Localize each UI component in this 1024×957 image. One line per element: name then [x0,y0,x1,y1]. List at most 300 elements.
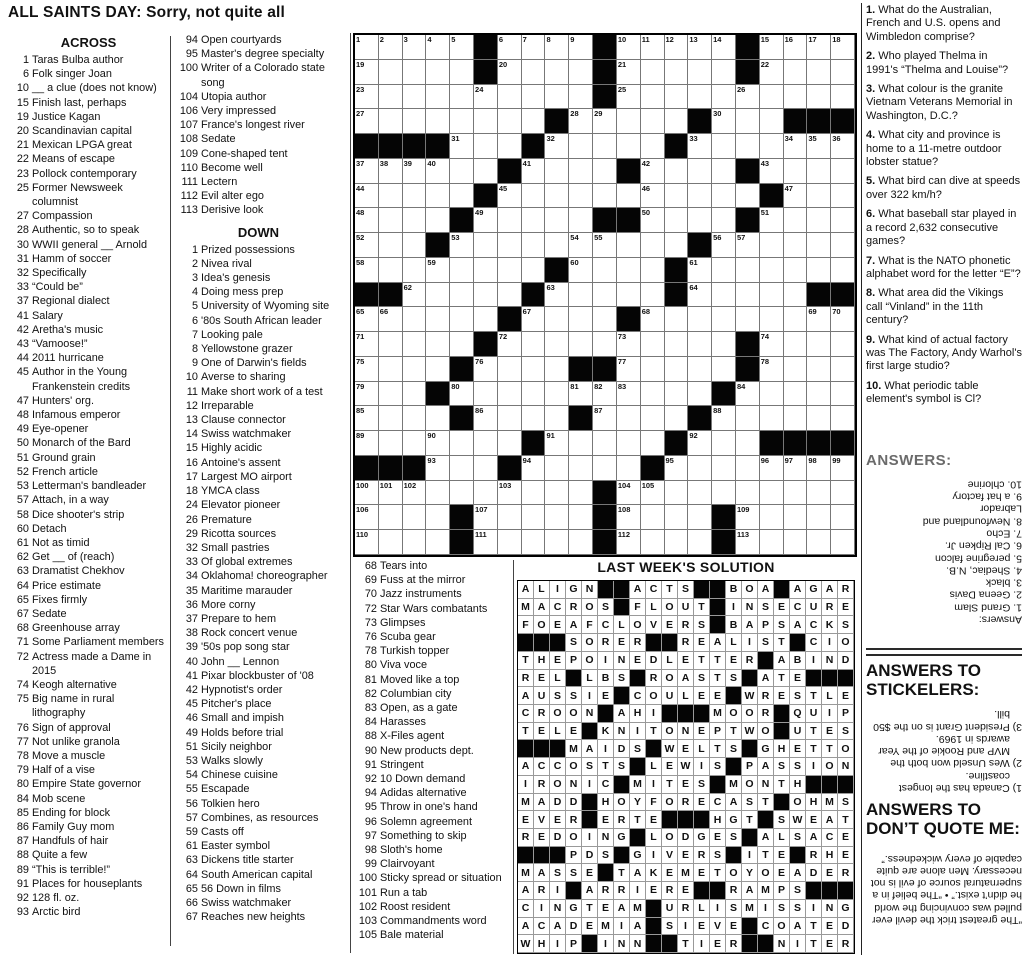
grid-cell[interactable] [545,208,569,233]
grid-cell[interactable] [617,60,641,85]
grid-cell[interactable] [617,431,641,456]
grid-cell[interactable] [641,233,665,258]
grid-cell[interactable] [807,258,831,283]
grid-cell[interactable] [760,258,784,283]
grid-cell[interactable] [617,134,641,159]
grid-cell[interactable] [426,60,450,85]
grid-cell[interactable] [784,382,808,407]
grid-cell[interactable] [688,357,712,382]
grid-cell[interactable] [712,184,736,209]
grid-cell[interactable] [545,357,569,382]
grid-cell[interactable] [593,134,617,159]
grid-cell[interactable] [569,332,593,357]
grid-cell[interactable] [712,109,736,134]
grid-cell[interactable] [426,481,450,506]
grid-cell[interactable] [784,307,808,332]
grid-cell[interactable] [498,431,522,456]
grid-cell[interactable] [474,159,498,184]
grid-cell[interactable] [760,357,784,382]
grid-cell[interactable] [760,505,784,530]
grid-cell[interactable] [688,60,712,85]
grid-cell[interactable] [736,481,760,506]
grid-cell[interactable] [474,283,498,308]
grid-cell[interactable] [641,431,665,456]
grid-cell[interactable] [688,431,712,456]
grid-cell[interactable] [474,307,498,332]
grid-cell[interactable] [403,530,427,555]
grid-cell[interactable] [641,307,665,332]
grid-cell[interactable] [760,208,784,233]
grid-cell[interactable] [641,382,665,407]
grid-cell[interactable] [403,233,427,258]
grid-cell[interactable] [474,431,498,456]
grid-cell[interactable] [784,357,808,382]
grid-cell[interactable] [474,481,498,506]
grid-cell[interactable] [426,431,450,456]
grid-cell[interactable] [617,505,641,530]
grid-cell[interactable] [641,85,665,110]
grid-cell[interactable] [426,283,450,308]
grid-cell[interactable] [379,431,403,456]
grid-cell[interactable] [379,233,403,258]
grid-cell[interactable] [617,382,641,407]
grid-cell[interactable] [355,85,379,110]
grid-cell[interactable] [355,60,379,85]
grid-cell[interactable] [736,109,760,134]
grid-cell[interactable] [355,332,379,357]
grid-cell[interactable] [426,357,450,382]
grid-cell[interactable] [736,184,760,209]
grid-cell[interactable] [522,184,546,209]
grid-cell[interactable] [450,456,474,481]
grid-cell[interactable] [426,208,450,233]
grid-cell[interactable] [450,159,474,184]
grid-cell[interactable] [379,109,403,134]
grid-cell[interactable] [831,456,855,481]
grid-cell[interactable] [760,307,784,332]
grid-cell[interactable] [712,332,736,357]
grid-cell[interactable] [522,357,546,382]
grid-cell[interactable] [498,60,522,85]
grid-cell[interactable] [379,382,403,407]
grid-cell[interactable] [617,456,641,481]
grid-cell[interactable] [355,35,379,60]
grid-cell[interactable] [593,456,617,481]
grid-cell[interactable] [665,60,689,85]
grid-cell[interactable] [736,307,760,332]
grid-cell[interactable] [522,530,546,555]
grid-cell[interactable] [831,406,855,431]
grid-cell[interactable] [831,307,855,332]
grid-cell[interactable] [498,481,522,506]
grid-cell[interactable] [569,85,593,110]
grid-cell[interactable] [784,456,808,481]
grid-cell[interactable] [403,406,427,431]
grid-cell[interactable] [736,233,760,258]
grid-cell[interactable] [641,109,665,134]
grid-cell[interactable] [760,481,784,506]
grid-cell[interactable] [807,134,831,159]
grid-cell[interactable] [545,85,569,110]
grid-cell[interactable] [593,109,617,134]
grid-cell[interactable] [355,184,379,209]
grid-cell[interactable] [784,134,808,159]
grid-cell[interactable] [426,109,450,134]
grid-cell[interactable] [641,60,665,85]
grid-cell[interactable] [379,184,403,209]
grid-cell[interactable] [522,159,546,184]
grid-cell[interactable] [688,505,712,530]
grid-cell[interactable] [760,456,784,481]
grid-cell[interactable] [831,208,855,233]
grid-cell[interactable] [665,481,689,506]
grid-cell[interactable] [403,307,427,332]
grid-cell[interactable] [831,357,855,382]
grid-cell[interactable] [450,431,474,456]
grid-cell[interactable] [498,184,522,209]
grid-cell[interactable] [617,357,641,382]
grid-cell[interactable] [569,382,593,407]
grid-cell[interactable] [688,184,712,209]
grid-cell[interactable] [641,208,665,233]
grid-cell[interactable] [355,258,379,283]
grid-cell[interactable] [545,159,569,184]
grid-cell[interactable] [403,35,427,60]
grid-cell[interactable] [641,159,665,184]
grid-cell[interactable] [426,406,450,431]
grid-cell[interactable] [450,332,474,357]
grid-cell[interactable] [665,159,689,184]
grid-cell[interactable] [426,307,450,332]
grid-cell[interactable] [831,332,855,357]
grid-cell[interactable] [474,258,498,283]
grid-cell[interactable] [760,530,784,555]
grid-cell[interactable] [522,109,546,134]
grid-cell[interactable] [379,60,403,85]
grid-cell[interactable] [712,357,736,382]
grid-cell[interactable] [569,307,593,332]
grid-cell[interactable] [807,233,831,258]
grid-cell[interactable] [355,505,379,530]
grid-cell[interactable] [403,109,427,134]
grid-cell[interactable] [807,159,831,184]
grid-cell[interactable] [569,530,593,555]
grid-cell[interactable] [641,35,665,60]
grid-cell[interactable] [831,258,855,283]
grid-cell[interactable] [426,505,450,530]
grid-cell[interactable] [736,530,760,555]
grid-cell[interactable] [569,35,593,60]
grid-cell[interactable] [688,481,712,506]
grid-cell[interactable] [355,307,379,332]
grid-cell[interactable] [641,406,665,431]
grid-cell[interactable] [355,530,379,555]
grid-cell[interactable] [593,406,617,431]
grid-cell[interactable] [784,505,808,530]
grid-cell[interactable] [593,233,617,258]
grid-cell[interactable] [688,85,712,110]
grid-cell[interactable] [688,332,712,357]
grid-cell[interactable] [831,505,855,530]
grid-cell[interactable] [807,530,831,555]
grid-cell[interactable] [617,85,641,110]
grid-cell[interactable] [641,134,665,159]
grid-cell[interactable] [522,85,546,110]
grid-cell[interactable] [355,406,379,431]
grid-cell[interactable] [665,307,689,332]
grid-cell[interactable] [450,60,474,85]
grid-cell[interactable] [712,456,736,481]
grid-cell[interactable] [641,332,665,357]
grid-cell[interactable] [426,332,450,357]
grid-cell[interactable] [450,134,474,159]
grid-cell[interactable] [426,456,450,481]
grid-cell[interactable] [379,159,403,184]
grid-cell[interactable] [807,307,831,332]
grid-cell[interactable] [736,406,760,431]
grid-cell[interactable] [641,357,665,382]
grid-cell[interactable] [831,134,855,159]
grid-cell[interactable] [736,85,760,110]
grid-cell[interactable] [569,283,593,308]
grid-cell[interactable] [665,456,689,481]
grid-cell[interactable] [831,60,855,85]
grid-cell[interactable] [403,431,427,456]
grid-cell[interactable] [403,283,427,308]
grid-cell[interactable] [474,456,498,481]
grid-cell[interactable] [355,431,379,456]
grid-cell[interactable] [545,456,569,481]
grid-cell[interactable] [403,332,427,357]
grid-cell[interactable] [736,505,760,530]
grid-cell[interactable] [545,283,569,308]
grid-cell[interactable] [831,530,855,555]
grid-cell[interactable] [522,307,546,332]
grid-cell[interactable] [688,159,712,184]
grid-cell[interactable] [498,357,522,382]
grid-cell[interactable] [688,283,712,308]
grid-cell[interactable] [522,456,546,481]
grid-cell[interactable] [593,382,617,407]
grid-cell[interactable] [545,35,569,60]
grid-cell[interactable] [784,85,808,110]
grid-cell[interactable] [450,233,474,258]
grid-cell[interactable] [474,505,498,530]
grid-cell[interactable] [426,159,450,184]
grid-cell[interactable] [403,357,427,382]
grid-cell[interactable] [498,406,522,431]
grid-cell[interactable] [784,35,808,60]
grid-cell[interactable] [569,134,593,159]
grid-cell[interactable] [665,382,689,407]
grid-cell[interactable] [760,60,784,85]
grid-cell[interactable] [498,109,522,134]
grid-cell[interactable] [403,208,427,233]
grid-cell[interactable] [688,382,712,407]
grid-cell[interactable] [474,530,498,555]
grid-cell[interactable] [688,208,712,233]
grid-cell[interactable] [498,283,522,308]
grid-cell[interactable] [617,233,641,258]
grid-cell[interactable] [545,481,569,506]
grid-cell[interactable] [784,530,808,555]
grid-cell[interactable] [355,481,379,506]
grid-cell[interactable] [807,85,831,110]
grid-cell[interactable] [545,505,569,530]
grid-cell[interactable] [688,456,712,481]
grid-cell[interactable] [712,60,736,85]
grid-cell[interactable] [355,208,379,233]
grid-cell[interactable] [522,208,546,233]
grid-cell[interactable] [403,184,427,209]
grid-cell[interactable] [379,35,403,60]
grid-cell[interactable] [450,307,474,332]
grid-cell[interactable] [403,505,427,530]
grid-cell[interactable] [641,283,665,308]
grid-cell[interactable] [617,109,641,134]
grid-cell[interactable] [784,159,808,184]
grid-cell[interactable] [784,233,808,258]
grid-cell[interactable] [474,406,498,431]
grid-cell[interactable] [545,233,569,258]
grid-cell[interactable] [665,357,689,382]
grid-cell[interactable] [736,456,760,481]
grid-cell[interactable] [807,332,831,357]
grid-cell[interactable] [569,505,593,530]
grid-cell[interactable] [450,109,474,134]
grid-cell[interactable] [760,35,784,60]
grid-cell[interactable] [784,283,808,308]
grid-cell[interactable] [736,134,760,159]
grid-cell[interactable] [569,456,593,481]
grid-cell[interactable] [784,208,808,233]
grid-cell[interactable] [522,35,546,60]
grid-cell[interactable] [426,258,450,283]
grid-cell[interactable] [403,85,427,110]
grid-cell[interactable] [569,184,593,209]
grid-cell[interactable] [569,233,593,258]
grid-cell[interactable] [498,35,522,60]
grid-cell[interactable] [688,258,712,283]
grid-cell[interactable] [593,159,617,184]
grid-cell[interactable] [784,258,808,283]
grid-cell[interactable] [569,60,593,85]
grid-cell[interactable] [665,505,689,530]
grid-cell[interactable] [712,283,736,308]
grid-cell[interactable] [545,382,569,407]
grid-cell[interactable] [450,258,474,283]
grid-cell[interactable] [379,307,403,332]
grid-cell[interactable] [784,184,808,209]
grid-cell[interactable] [355,357,379,382]
grid-cell[interactable] [426,85,450,110]
grid-cell[interactable] [665,332,689,357]
grid-cell[interactable] [522,60,546,85]
grid-cell[interactable] [474,357,498,382]
grid-cell[interactable] [474,109,498,134]
grid-cell[interactable] [617,332,641,357]
grid-cell[interactable] [807,382,831,407]
grid-cell[interactable] [688,307,712,332]
grid-cell[interactable] [450,481,474,506]
grid-cell[interactable] [379,481,403,506]
grid-cell[interactable] [760,159,784,184]
grid-cell[interactable] [450,184,474,209]
grid-cell[interactable] [593,283,617,308]
grid-cell[interactable] [545,431,569,456]
grid-cell[interactable] [688,35,712,60]
grid-cell[interactable] [712,233,736,258]
grid-cell[interactable] [379,505,403,530]
grid-cell[interactable] [545,406,569,431]
grid-cell[interactable] [545,134,569,159]
grid-cell[interactable] [712,208,736,233]
grid-cell[interactable] [474,208,498,233]
grid-cell[interactable] [665,208,689,233]
grid-cell[interactable] [474,134,498,159]
grid-cell[interactable] [474,85,498,110]
grid-cell[interactable] [760,283,784,308]
grid-cell[interactable] [355,109,379,134]
grid-cell[interactable] [831,382,855,407]
grid-cell[interactable] [474,382,498,407]
grid-cell[interactable] [498,332,522,357]
grid-cell[interactable] [545,60,569,85]
grid-cell[interactable] [426,184,450,209]
grid-cell[interactable] [569,159,593,184]
grid-cell[interactable] [665,109,689,134]
grid-cell[interactable] [617,35,641,60]
grid-cell[interactable] [498,134,522,159]
grid-cell[interactable] [545,307,569,332]
grid-cell[interactable] [593,258,617,283]
grid-cell[interactable] [736,258,760,283]
grid-cell[interactable] [379,357,403,382]
grid-cell[interactable] [807,184,831,209]
grid-cell[interactable] [379,530,403,555]
grid-cell[interactable] [831,35,855,60]
grid-cell[interactable] [355,159,379,184]
grid-cell[interactable] [498,85,522,110]
grid-cell[interactable] [688,134,712,159]
grid-cell[interactable] [498,382,522,407]
grid-cell[interactable] [403,382,427,407]
grid-cell[interactable] [641,481,665,506]
grid-cell[interactable] [474,233,498,258]
grid-cell[interactable] [784,406,808,431]
grid-cell[interactable] [379,208,403,233]
grid-cell[interactable] [617,283,641,308]
grid-cell[interactable] [807,35,831,60]
grid-cell[interactable] [760,382,784,407]
grid-cell[interactable] [522,258,546,283]
grid-cell[interactable] [712,307,736,332]
grid-cell[interactable] [569,481,593,506]
grid-cell[interactable] [498,530,522,555]
grid-cell[interactable] [807,406,831,431]
grid-cell[interactable] [784,60,808,85]
grid-cell[interactable] [403,159,427,184]
grid-cell[interactable] [426,35,450,60]
grid-cell[interactable] [403,258,427,283]
grid-cell[interactable] [522,332,546,357]
grid-cell[interactable] [569,109,593,134]
grid-cell[interactable] [498,208,522,233]
grid-cell[interactable] [593,332,617,357]
grid-cell[interactable] [831,233,855,258]
grid-cell[interactable] [784,481,808,506]
grid-cell[interactable] [498,505,522,530]
